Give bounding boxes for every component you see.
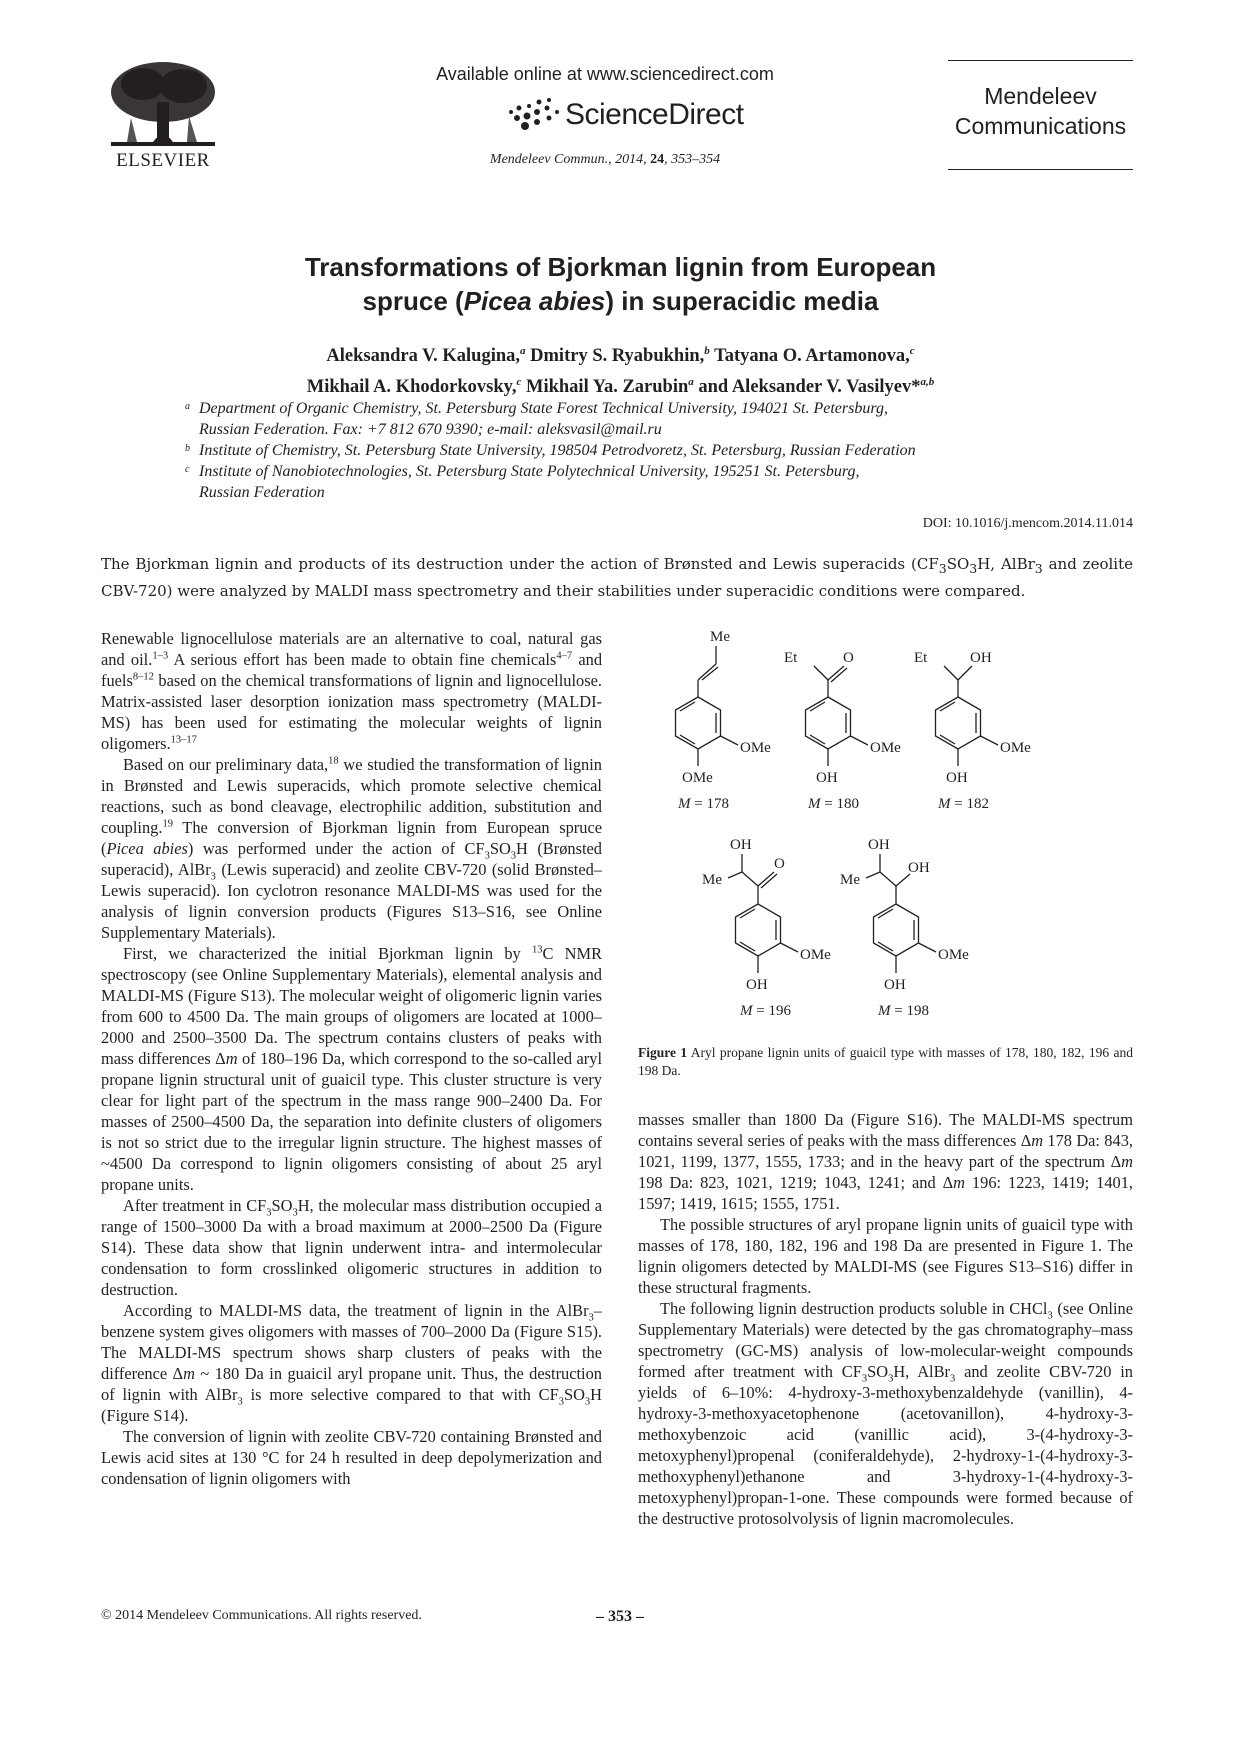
svg-text:M = 182: M = 182: [938, 796, 989, 812]
figure-1-structures: [638, 628, 1133, 1028]
svg-text:M = 196: M = 196: [740, 1003, 791, 1019]
mass-label: 182: [966, 796, 989, 812]
label-ome: OMe: [938, 947, 969, 963]
label-oh: OH: [884, 977, 906, 993]
mass-label: 198: [906, 1003, 929, 1019]
paragraph: After treatment in $CF_3SO_3H$, the molecular mass distribution occupied a range of 1500–3000 Da with a broad maximum at 2000–2500 Da (Figure S14). These data show that lignin underwent intra- and intermolecular condensation to form crosslinked oligomeric structures in addition to destruction.: [101, 1196, 602, 1299]
mass-label: 178: [706, 796, 729, 812]
affiliations: [185, 398, 1065, 503]
body-left-column: [101, 628, 602, 1489]
structure-198: [840, 837, 969, 1019]
label-ome: OMe: [800, 947, 831, 963]
journal-name-box: [948, 60, 1133, 170]
label-o: O: [774, 856, 785, 872]
abstract: The Bjorkman lignin and products of its destruction under the action of Brønsted and Lewis superacids ($CF_3SO_3H$, AlBr$_3$ and zeolite CBV-720) were analyzed by MALDI mass spectrometry and their stabilities under superacidic conditions were compared.: [101, 555, 1133, 600]
label-oh: OH: [730, 837, 752, 853]
affiliation-b: b Institute of Chemistry, St. Petersburg State University, 198504 Petrodvoretz, St. Petersburg, Russian Federation: [185, 442, 916, 459]
label-o: O: [843, 650, 854, 666]
mass-label: 180: [836, 796, 859, 812]
citation-line: Mendeleev Commun., 2014, 24, 353–354: [489, 152, 721, 167]
label-oh: OH: [868, 837, 890, 853]
structure-182: [914, 650, 1031, 812]
paragraph: masses smaller than 1800 Da (Figure S16). The MALDI-MS spectrum contains several series of peaks with the mass differences Δm 178 Da: 843, 1021, 1199, 1377, 1555, 1733; and in the heavy part of the spectrum Δm 198 Da: 823, 1021, 1219; 1043, 1241; and Δm 196: 1223, 1419; 1401, 1597; 1419, 1615; 1555, 1751.: [638, 1110, 1133, 1213]
available-online-link[interactable]: Available online at www.sciencedirect.com: [436, 64, 774, 84]
svg-text:M = 198: M = 198: [878, 1003, 929, 1019]
paragraph: The following lignin destruction products soluble in CHCl$_3$ (see Online Supplementary Materials) were detected by the gas chromatography–mass spectrometry (GC-MS) analysis of low-molecular-weight compounds formed after treatment with $CF_3SO_3H$, AlBr$_3$ and zeolite CBV-720 in yields of 6–10%: 4-hydroxy-3-methoxybenzaldehyde (vanillin), 4-hydroxy-3-methoxyacetophenone (acetovanillon), 4-hydroxy-3-methoxybenzoic acid (vanillic acid), 3-(4-hydroxy-3-metoxyphenyl)propenal (coniferaldehyde), 2-hydroxy-1-(4-hydroxy-3-methoxyphenyl)ethanone and 3-hydroxy-1-(4-hydroxy-3-metoxyphenyl)propan-1-one. These compounds were formed because of the destructive protosolvolysis of lignin macromolecules.: [638, 1299, 1134, 1528]
mass-label: 196: [768, 1003, 791, 1019]
author: Mikhail A. Khodorkovsky,: [306, 377, 517, 398]
label-ome: OMe: [1000, 740, 1031, 756]
page-number: – 353 –: [596, 1608, 644, 1625]
sciencedirect-wordmark: ScienceDirect: [565, 98, 744, 131]
author: and Aleksander V. Vasilyev*: [693, 377, 921, 398]
structure-180: [784, 650, 901, 812]
sciencedirect-logo[interactable]: [505, 96, 765, 136]
figure-1-caption: Figure 1 Aryl propane lignin units of guaicil type with masses of 178, 180, 182, 196 and 198 Da.: [638, 1045, 1133, 1078]
paragraph: According to MALDI-MS data, the treatment of lignin in the AlBr$_3$–benzene system gives oligomers with masses of 700–2000 Da (Figure S15). The MALDI-MS spectrum shows sharp clusters of peaks with the difference Δm ~ 180 Da in guaicil aryl propane unit. Thus, the destruction of lignin with AlBr$_3$ is more selective compared to that with $CF_3SO_3H$ (Figure S14).: [101, 1301, 603, 1425]
paragraph: The possible structures of aryl propane lignin units of guaicil type with masses of 178, 180, 182, 196 and 198 Da are presented in Figure 1. The lignin oligomers detected by MALDI-MS (see Figures S13–S16) differ in these structural fragments.: [638, 1215, 1133, 1297]
affiliation-c: c Institute of Nanobiotechnologies, St. Petersburg State Polytechnical University, 195251 St. Petersburg, Russian Federation: [185, 463, 860, 501]
label-me: Me: [702, 872, 722, 888]
author: Tatyana O. Artamonova,: [709, 346, 910, 367]
author-list: Aleksandra V. Kalugina,$^a$ Dmitry S. Ryabukhin,$^b$ Tatyana O. Artamonova,$^c$ Mikhail A. Khodorkovsky,$^c$ Mikhail Ya. Zarubin$^a$ and Aleksander V. Vasilyev*$^{a,b}$: [306, 345, 935, 398]
svg-text:M = 178: M = 178: [678, 796, 729, 812]
label-ome: OMe: [740, 740, 771, 756]
body-right-column: [638, 1109, 1133, 1529]
affiliation-a: a Department of Organic Chemistry, St. Petersburg State Forest Technical University, 194021 St. Petersburg, Russian Federation. Fax: +7 812 670 9390; e-mail: aleksvasil@mail.ru: [185, 400, 888, 438]
paragraph: First, we characterized the initial Bjorkman lignin by $^{13}$C NMR spectroscopy (see Online Supplementary Materials), elemental analysis and MALDI-MS (Figure S13). The molecular weight of oligomeric lignin varies from 600 to 4500 Da. The main groups of oligomers are located at 1000–2000 and 2500–3500 Da. The spectrum contains clusters of peaks with mass differences Δm of 180–196 Da, which correspond to the so-called aryl propane lignin structural unit of guaicil type. This cluster structure is very clear for light part of the spectrum in the mass range 900–2400 Da. For masses of 2500–4500 Da, the separation into definite clusters of oligomers is not so strict due to the irregular lignin structure. The highest masses of ~4500 Da correspond to lignin oligomers consisting of about 25 aryl propane units.: [101, 944, 602, 1194]
structure-178: [676, 629, 772, 812]
doi-link[interactable]: DOI: 10.1016/j.mencom.2014.11.014: [922, 516, 1133, 531]
journal-name-line2: Communications: [954, 113, 1127, 139]
label-ome: OMe: [870, 740, 901, 756]
paragraph: The conversion of lignin with zeolite CBV-720 containing Brønsted and Lewis acid sites at 130 °C for 24 h resulted in deep depolymerization and condensation of lignin oligomers with: [101, 1427, 602, 1488]
svg-text:M = 180: M = 180: [808, 796, 859, 812]
article-title: Transformations of Bjorkman lignin from European spruce (Picea abies) in superacidic media: [304, 252, 937, 316]
label-ome: OMe: [682, 770, 713, 786]
label-oh: OH: [970, 650, 992, 666]
label-oh: OH: [746, 977, 768, 993]
author: Dmitry S. Ryabukhin,: [525, 346, 705, 367]
sciencedirect-dots-icon: [505, 96, 563, 136]
paragraph: Renewable lignocellulose materials are an alternative to coal, natural gas and oil.$^{1-3}$ A serious effort has been made to obtain fine chemicals$^{4-7}$ and fuels$^{8-12}$ based on the chemical transformations of lignin and lignocellulose. Matrix-assisted laser desorption ionization mass spectrometry (MALDI-MS) has been used for estimating the molecular weights of lignin oligomers.$^{13-17}$: [101, 629, 603, 753]
label-et: Et: [914, 650, 928, 666]
structure-196: [702, 837, 831, 1019]
label-me: Me: [840, 872, 860, 888]
label-oh: OH: [908, 860, 930, 876]
journal-name-line1: Mendeleev: [984, 83, 1097, 109]
paragraph: Based on our preliminary data,$^{18}$ we studied the transformation of lignin in Brønsted and Lewis superacids, which promote selective chemical reactions, such as bond cleavage, electrophilic addition, substitution and coupling.$^{19}$ The conversion of Bjorkman lignin from European spruce (Picea abies) was performed under the action of $CF_3SO_3H$ (Brønsted superacid), AlBr$_3$ (Lewis superacid) and zeolite CBV-720 (solid Brønsted–Lewis superacid). Ion cyclotron resonance MALDI-MS was used for the analysis of lignin conversion products (Figures S13–S16, see Online Supplementary Materials).: [101, 755, 602, 942]
label-oh: OH: [816, 770, 838, 786]
label-et: Et: [784, 650, 798, 666]
copyright-notice: © 2014 Mendeleev Communications. All rights reserved.: [101, 1608, 422, 1623]
publisher-name: ELSEVIER: [116, 150, 210, 171]
author: Mikhail Ya. Zarubin: [521, 377, 689, 398]
author: Aleksandra V. Kalugina,: [326, 346, 521, 367]
label-oh: OH: [946, 770, 968, 786]
label-me: Me: [710, 629, 730, 645]
